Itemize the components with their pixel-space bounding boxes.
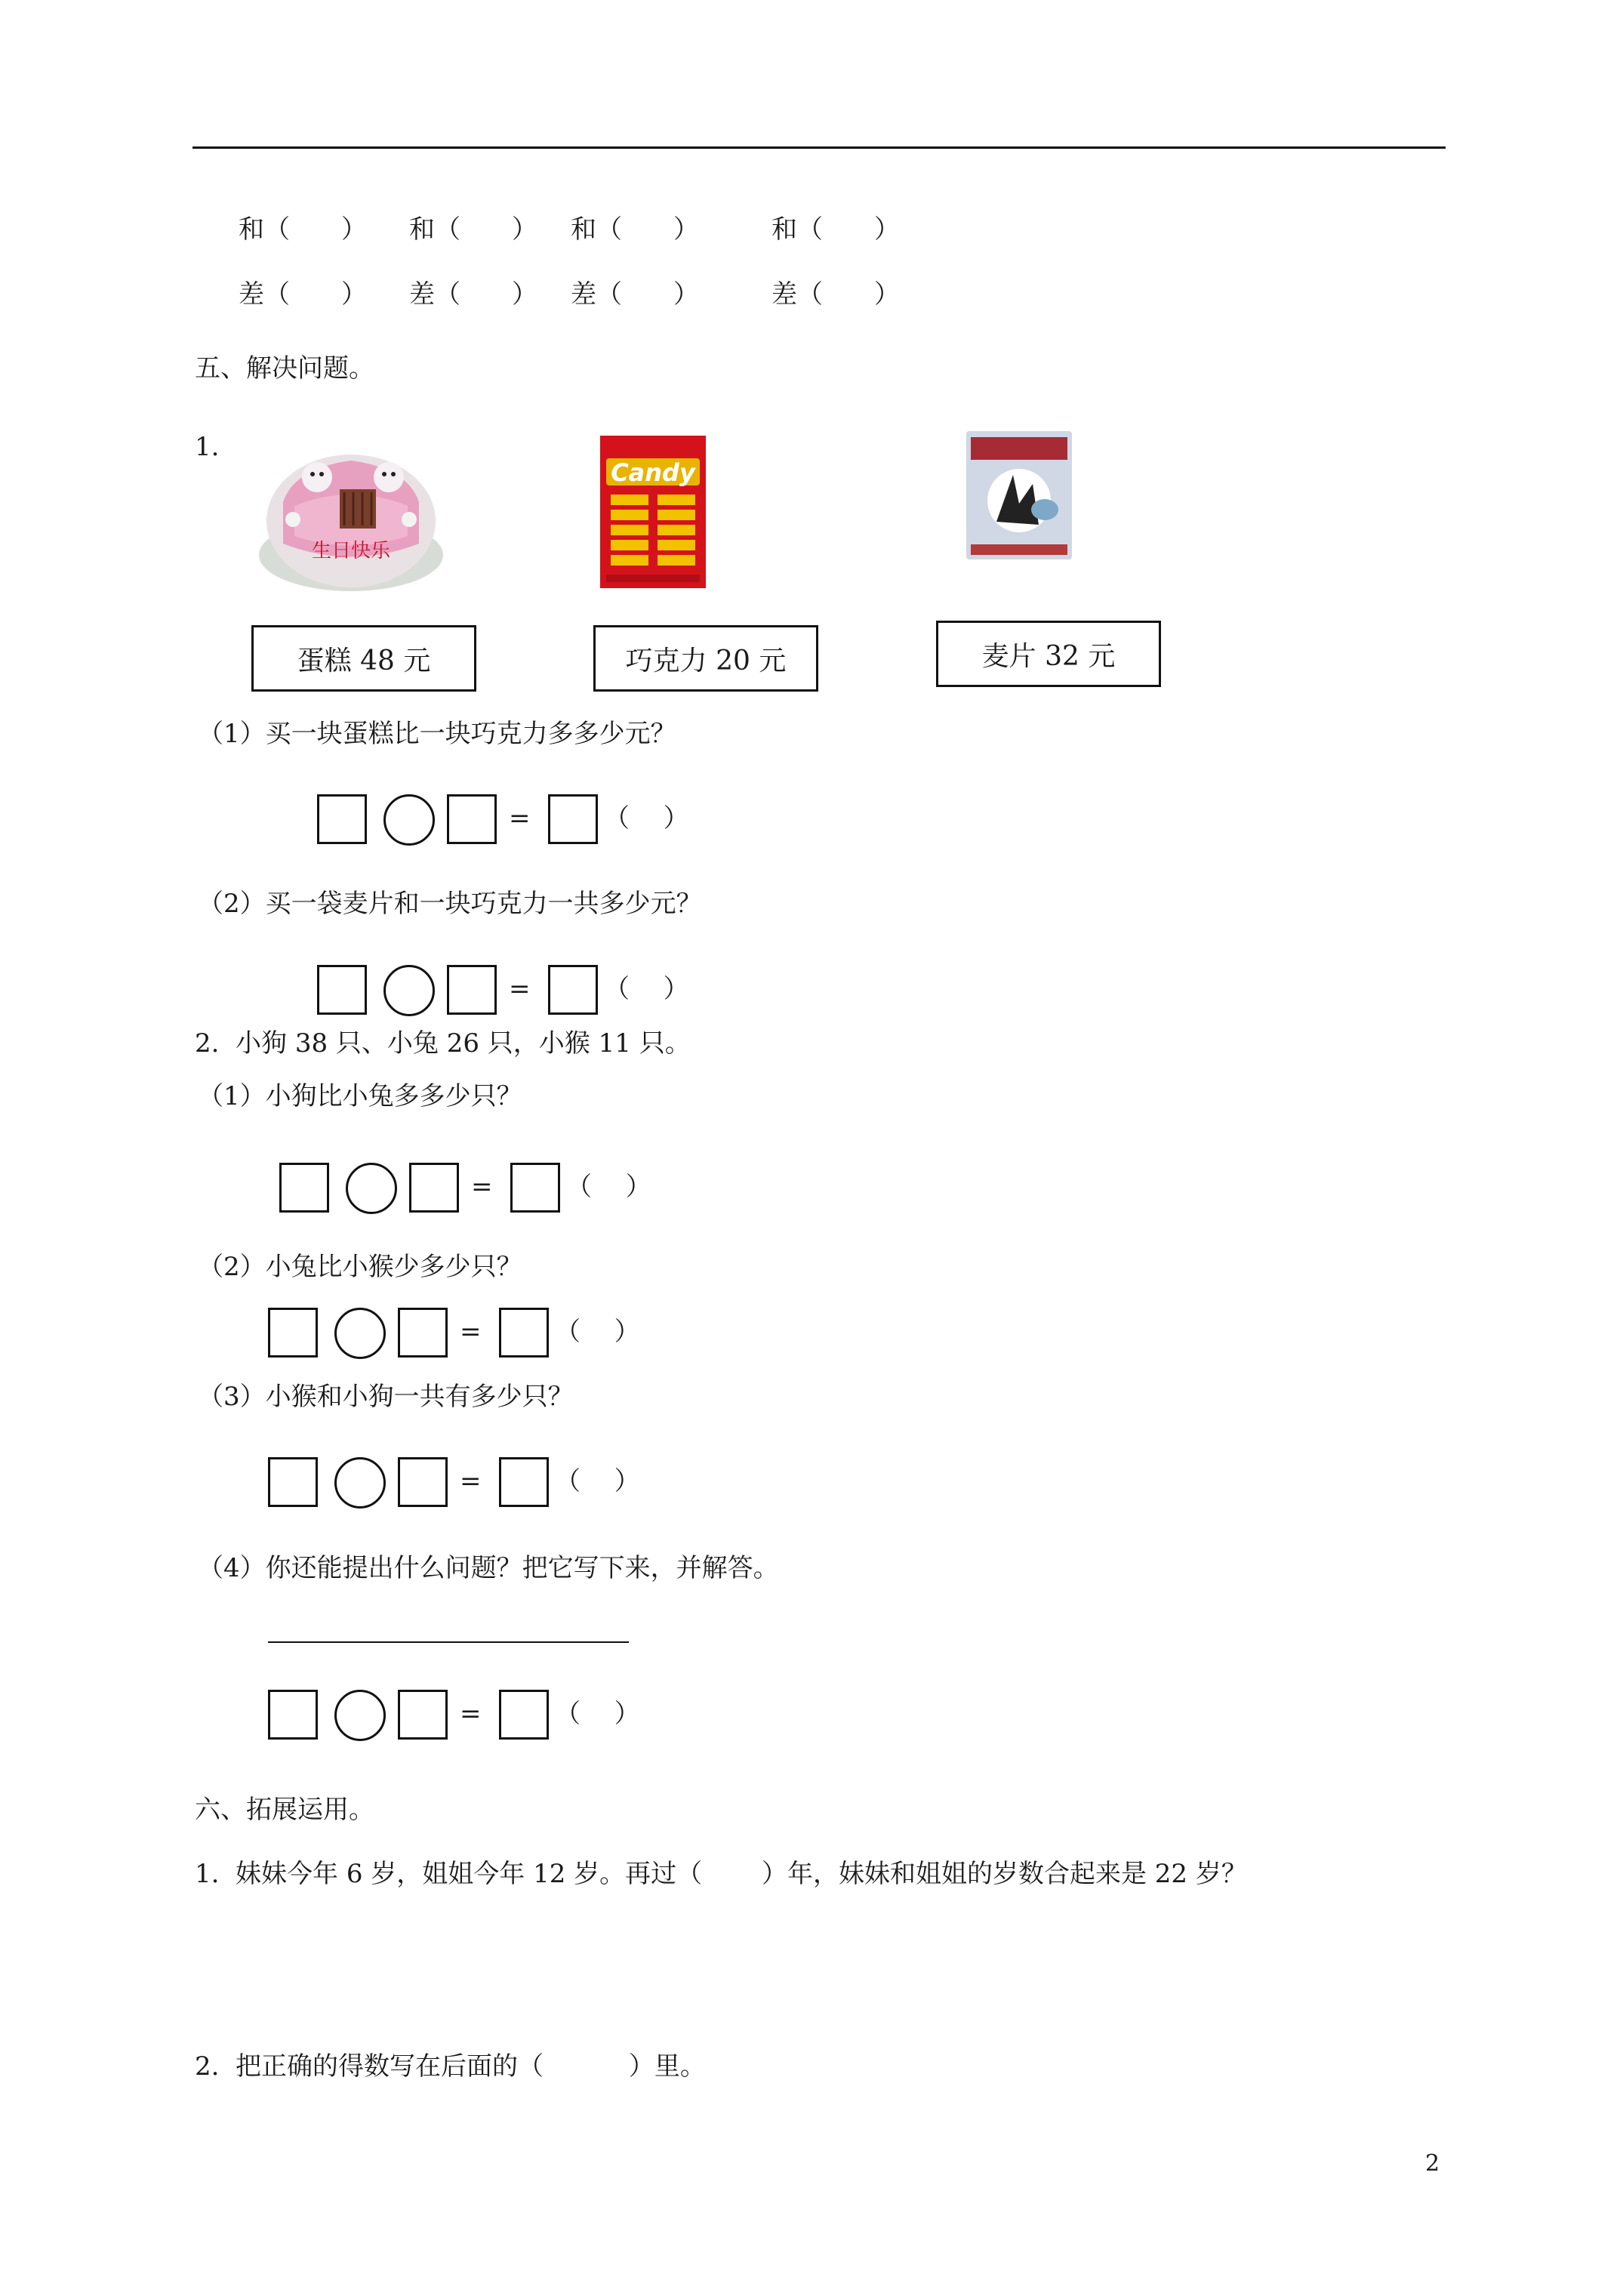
equals-sign: =: [509, 974, 531, 1004]
equals-sign: =: [509, 803, 531, 834]
q2-sub2-text: （2）小兔比小猴少多少只？: [198, 1252, 522, 1282]
answer-box[interactable]: [268, 1457, 318, 1507]
operator-circle[interactable]: [334, 1690, 386, 1741]
answer-box[interactable]: [409, 1163, 459, 1213]
unit-blank: （ ）: [555, 1317, 640, 1347]
operator-circle[interactable]: [383, 794, 435, 846]
price-label-chocolate: 巧克力 20 元: [593, 625, 818, 692]
operator-circle[interactable]: [383, 965, 435, 1016]
sum-blank: 和（ ）: [771, 214, 900, 245]
cereal-bag-image: [966, 431, 1072, 559]
chocolate-candy-box-image: [600, 436, 706, 588]
answer-box[interactable]: [279, 1163, 329, 1213]
difference-blank: 差（ ）: [571, 279, 699, 310]
unit-blank: （ ）: [566, 1172, 651, 1202]
svg-text:Candy: Candy: [611, 458, 695, 487]
equals-sign: =: [460, 1466, 482, 1496]
answer-box[interactable]: [447, 965, 497, 1015]
q2-sub1-text: （1）小狗比小兔多多少只？: [198, 1081, 522, 1111]
write-question-line[interactable]: [268, 1641, 629, 1643]
unit-blank: （ ）: [555, 1699, 640, 1729]
svg-text:生日快乐: 生日快乐: [311, 540, 391, 562]
section-six-title: 六、拓展运用。: [195, 1795, 374, 1825]
section-six-question-2: 2. 把正确的得数写在后面的（ ）里。: [195, 2051, 706, 2082]
operator-circle[interactable]: [334, 1308, 386, 1359]
unit-blank: （ ）: [555, 1466, 640, 1496]
equals-sign: =: [460, 1317, 482, 1347]
result-box[interactable]: [499, 1457, 549, 1507]
unit-blank: （ ）: [604, 803, 689, 834]
result-box[interactable]: [499, 1690, 549, 1740]
section-six-question-1: 1. 妹妹今年 6 岁，姐姐今年 12 岁。再过（ ）年，妹妹和姐姐的岁数合起来是 22 岁？: [195, 1859, 1247, 1889]
operator-circle[interactable]: [334, 1457, 386, 1509]
answer-box[interactable]: [317, 794, 367, 844]
q2-sub4-text: （4）你还能提出什么问题？把它写下来，并解答。: [198, 1553, 779, 1583]
sum-blank: 和（ ）: [409, 214, 537, 245]
answer-box[interactable]: [447, 794, 497, 844]
result-box[interactable]: [548, 794, 598, 844]
result-box[interactable]: [499, 1308, 549, 1358]
page-number: 2: [1425, 2150, 1440, 2177]
result-box[interactable]: [548, 965, 598, 1015]
header-rule: [192, 146, 1446, 149]
unit-blank: （ ）: [604, 974, 689, 1004]
cake-image: [249, 430, 453, 598]
equals-sign: =: [460, 1699, 482, 1729]
answer-box[interactable]: [268, 1308, 318, 1358]
result-box[interactable]: [510, 1163, 560, 1213]
answer-box[interactable]: [268, 1690, 318, 1740]
question-1-number: 1.: [195, 432, 220, 462]
answer-box[interactable]: [398, 1457, 448, 1507]
sum-blank: 和（ ）: [571, 214, 699, 245]
price-label-cereal: 麦片 32 元: [936, 621, 1161, 687]
answer-box[interactable]: [398, 1690, 448, 1740]
sum-blank: 和（ ）: [239, 214, 367, 245]
q1-sub2-text: （2）买一袋麦片和一块巧克力一共多少元？: [198, 889, 702, 919]
difference-blank: 差（ ）: [409, 279, 537, 310]
q1-sub1-text: （1）买一块蛋糕比一块巧克力多多少元？: [198, 719, 676, 749]
section-five-title: 五、解决问题。: [195, 353, 374, 384]
equals-sign: =: [471, 1172, 493, 1202]
answer-box[interactable]: [398, 1308, 448, 1358]
question-2-stem: 2. 小狗 38 只、小兔 26 只，小猴 11 只。: [195, 1028, 691, 1059]
difference-blank: 差（ ）: [239, 279, 367, 310]
answer-box[interactable]: [317, 965, 367, 1015]
q2-sub3-text: （3）小猴和小狗一共有多少只？: [198, 1382, 574, 1412]
difference-blank: 差（ ）: [771, 279, 900, 310]
price-label-cake: 蛋糕 48 元: [251, 625, 476, 692]
operator-circle[interactable]: [346, 1163, 397, 1214]
